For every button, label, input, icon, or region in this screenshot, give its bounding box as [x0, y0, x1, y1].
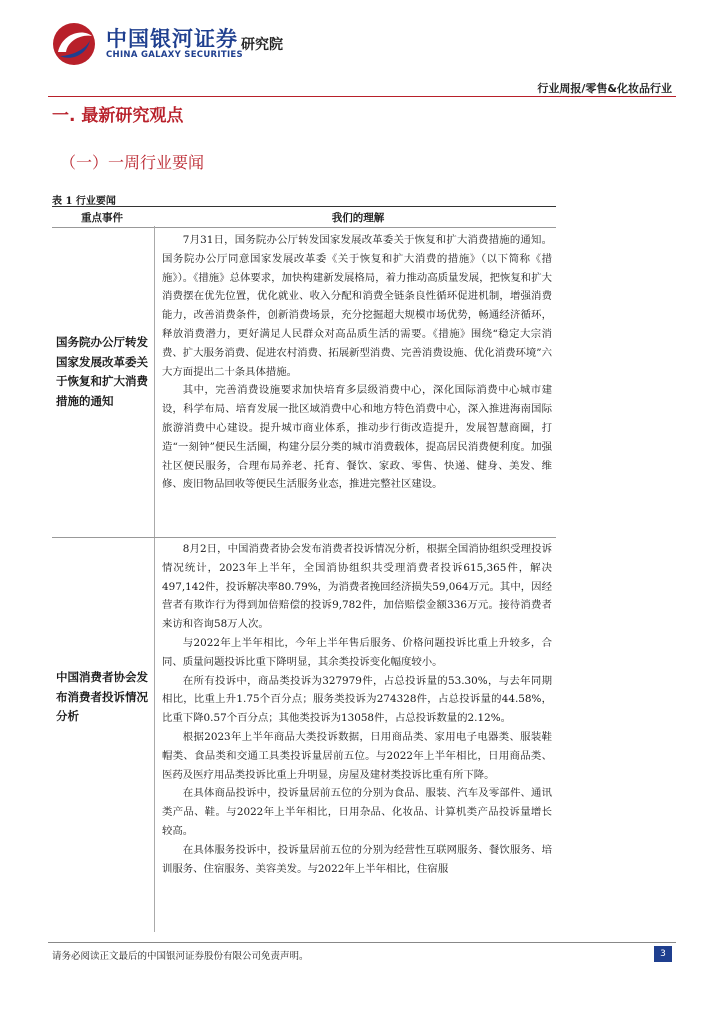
table-row-rule: [52, 537, 556, 538]
disclaimer: 请务必阅读正文最后的中国银河证券股份有限公司免责声明。: [52, 951, 309, 962]
paragraph: 在所有投诉中，商品类投诉为327979件，占总投诉量的53.30%，与去年同期相比，比重上升1.75个百分点；服务类投诉为274328件，占总投诉量的44.58%，比重下降0.57个百分点；其他类投诉为13058件，占总投诉数量的2.12%。: [162, 674, 552, 725]
footer-divider: [48, 942, 676, 943]
report-type: 行业周报/零售&化妆品行业: [537, 82, 672, 95]
section-heading: 一. 最新研究观点: [52, 106, 184, 126]
table-top-rule: [52, 206, 556, 207]
brand-name-en: CHINA GALAXY SECURITIES: [106, 50, 243, 60]
galaxy-swirl-logo-icon: [48, 22, 100, 66]
table-row-event: 中国消费者协会发布消费者投诉情况分析: [56, 670, 148, 723]
table-header-rule: [52, 227, 556, 228]
brand-name-cn: 中国银河证券: [106, 27, 238, 51]
paragraph: 在具体商品投诉中，投诉量居前五位的分别为食品、服装、汽车及零部件、通讯类产品、鞋。与2022年上半年相比，日用杂品、化妆品、计算机类产品投诉量增长较高。: [162, 787, 552, 837]
paragraph: 与2022年上半年相比，今年上半年售后服务、价格问题投诉比重上升较多，合同、质量问题投诉比重下降明显，其余类投诉变化幅度较小。: [162, 636, 552, 668]
table-row-text: [162, 231, 552, 494]
subsection-heading: （一）一周行业要闻: [60, 153, 205, 172]
header-divider: [48, 96, 676, 97]
paragraph: 在具体服务投诉中，投诉量居前五位的分别为经营性互联网服务、餐饮服务、培训服务、住宿服务、美容美发。与2022年上半年相比，住宿服: [162, 843, 552, 875]
paragraph: 其中，完善消费设施要求加快培育多层级消费中心，深化国际消费中心城市建设，科学布局、培育发展一批区域消费中心和地方特色消费中心，深入推进海南国际旅游消费中心建设。提升城市商业体系，推动步行街改造提升，发展智慧商圈，打造“一刻钟”便民生活圈，构建分层分类的城市消费载体，提高居民消费便利度。加强社区便民服务，合理布局养老、托育、餐饮、家政、零售、快递、健身、美发、维修、废旧物品回收等便民生活服务业态，推进完整社区建设。: [162, 384, 552, 491]
table-column-divider: [154, 226, 155, 932]
table-row-text: [162, 540, 552, 878]
table-caption: 表 1 行业要闻: [52, 196, 116, 207]
paragraph: 8月2日，中国消费者协会发布消费者投诉情况分析，根据全国消协组织受理投诉情况统计，2023年上半年，全国消协组织共受理消费者投诉615,365件，解决497,142件，投诉解决率80.79%，为消费者挽回经济损失59,064万元。其中，因经营者有欺诈行为得到加倍赔偿的投诉9,782件，加倍赔偿金额336万元。接待消费者来访和咨询58万人次。: [162, 543, 552, 631]
paragraph: 根据2023年上半年商品大类投诉数据，日用商品类、家用电子电器类、服装鞋帽类、食品类和交通工具类投诉量居前五位。与2022年上半年相比，日用商品类、医药及医疗用品类投诉比重上升明显，房屋及建材类投诉比重有所下降。: [162, 730, 552, 781]
page-number: 3: [654, 946, 672, 962]
institute-name: 研究院: [241, 37, 283, 53]
paragraph: 7月31日，国务院办公厅转发国家发展改革委关于恢复和扩大消费措施的通知。国务院办公厅同意国家发展改革委《关于恢复和扩大消费的措施》（以下简称《措施》）。《措施》总体要求，加快构建新发展格局，着力推动高质量发展，把恢复和扩大消费摆在优先位置，优化就业、收入分配和消费全链条良性循环促进机制，增强消费能力，改善消费条件，创新消费场景，充分挖掘超大规模市场优势，畅通经济循环，释放消费潜力，更好满足人民群众对高品质生活的需要。《措施》围绕“稳定大宗消费、扩大服务消费、促进农村消费、拓展新型消费、完善消费设施、优化消费环境”六大方面提出二十条具体措施。: [162, 234, 552, 378]
table-row-event: 国务院办公厅转发国家发展改革委关于恢复和扩大消费措施的通知: [56, 335, 148, 408]
table-header-view: 我们的理解: [331, 212, 385, 224]
table-header-event: 重点事件: [81, 212, 123, 224]
